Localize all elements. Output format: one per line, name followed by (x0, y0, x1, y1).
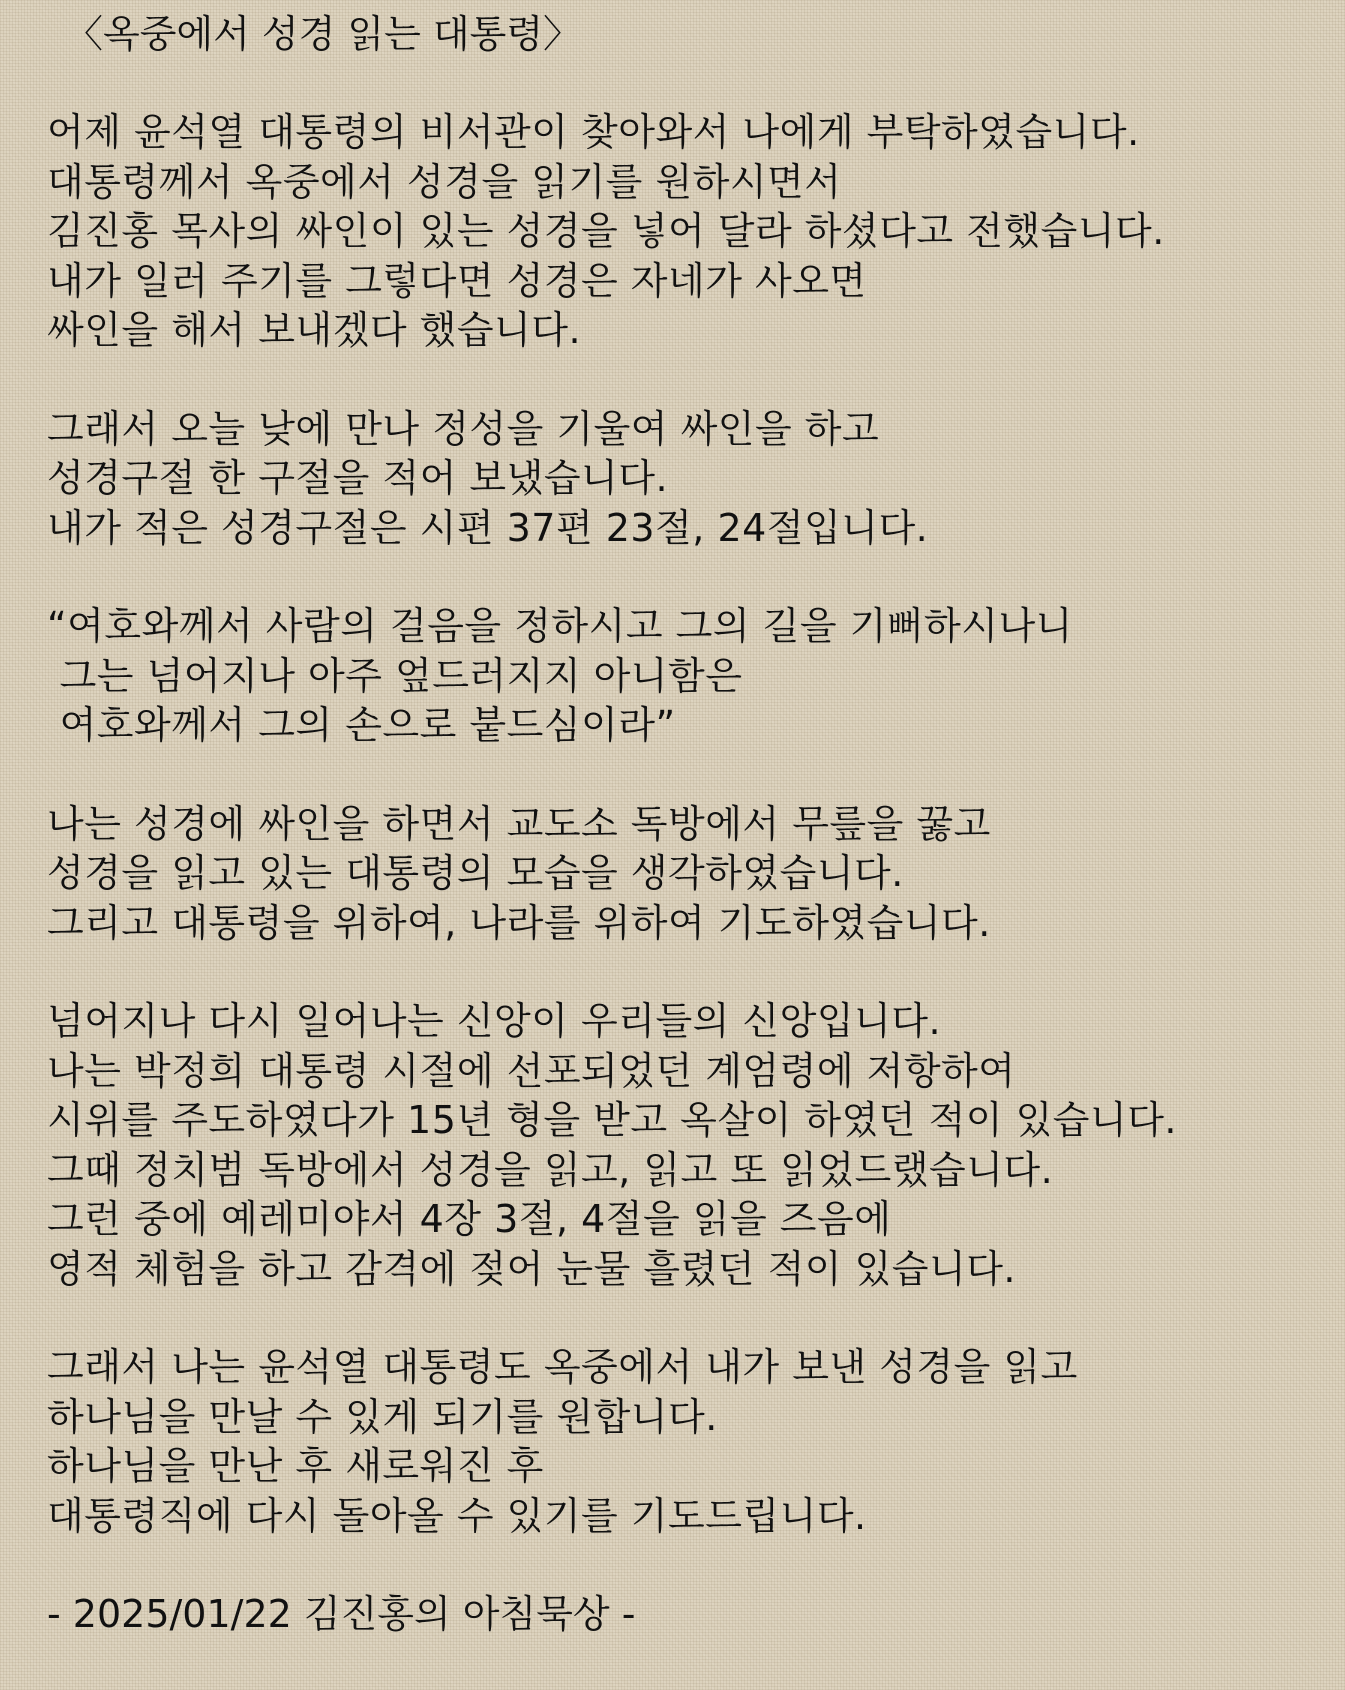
paragraph-line: 하나님을 만날 수 있게 되기를 원합니다. (47, 1394, 718, 1439)
signature-line: - 2025/01/22 김진홍의 아침묵상 - (47, 1592, 636, 1636)
paragraph-line: 그래서 나는 윤석열 대통령도 옥중에서 내가 보낸 성경을 읽고 (47, 1345, 1078, 1389)
paragraph-line: 내가 적은 성경구절은 시편 37편 23절, 24절입니다. (47, 505, 929, 550)
paragraph-4 (47, 997, 1325, 1294)
paragraph-3 (47, 800, 1325, 949)
paragraph-line: 싸인을 해서 보내겠다 했습니다. (47, 308, 582, 352)
paragraph-line: 영적 체험을 하고 감격에 젖어 눈물 흘렸던 적이 있습니다. (47, 1246, 1016, 1291)
paragraph-line: 내가 일러 주기를 그렇다면 성경은 자네가 사오면 (47, 258, 867, 303)
paragraph-line: 나는 성경에 싸인을 하면서 교도소 독방에서 무릎을 꿇고 (47, 801, 991, 846)
paragraph-line: 성경을 읽고 있는 대통령의 모습을 생각하였습니다. (47, 851, 904, 895)
paragraph-line: 대통령께서 옥중에서 성경을 읽기를 원하시면서 (47, 159, 842, 204)
paragraph-line: 그래서 오늘 낮에 만나 정성을 기울여 싸인을 하고 (47, 406, 880, 451)
paragraph-line: 시위를 주도하였다가 15년 형을 받고 옥살이 하였던 적이 있습니다. (47, 1098, 1177, 1142)
paragraph-line: 김진홍 목사의 싸인이 있는 성경을 넣어 달라 하셨다고 전했습니다. (47, 209, 1165, 253)
paragraph-line: 어제 윤석열 대통령의 비서관이 찾아와서 나에게 부탁하였습니다. (47, 110, 1140, 154)
paragraph-line: 하나님을 만난 후 새로워진 후 (47, 1444, 544, 1488)
paragraph-line: 대통령직에 다시 돌아올 수 있기를 기도드립니다. (47, 1493, 867, 1538)
quote-line: “여호와께서 사람의 걸음을 정하시고 그의 길을 기뻐하시나니 (47, 604, 1073, 648)
quote-line: 여호와께서 그의 손으로 붙드심이라” (47, 703, 676, 747)
paragraph-line: 넘어지나 다시 일어나는 신앙이 우리들의 신앙입니다. (47, 999, 942, 1043)
quote-line: 그는 넘어지나 아주 엎드러지지 아니함은 (47, 653, 743, 698)
paragraph-5 (47, 1343, 1325, 1541)
bible-quote (47, 602, 1325, 751)
paragraph-2 (47, 405, 1325, 554)
paragraph-1 (47, 108, 1325, 356)
paragraph-line: 그리고 대통령을 위하여, 나라를 위하여 기도하였습니다. (47, 900, 991, 945)
paragraph-line: 성경구절 한 구절을 적어 보냈습니다. (47, 456, 669, 500)
paragraph-line: 그때 정치범 독방에서 성경을 읽고, 읽고 또 읽었드랬습니다. (47, 1147, 1054, 1192)
document-title: 〈옥중에서 성경 읽는 대통령〉 (65, 12, 582, 56)
paragraph-line: 그런 중에 예레미야서 4장 3절, 4절을 읽을 즈음에 (47, 1197, 892, 1241)
paragraph-line: 나는 박정희 대통령 시절에 선포되었던 계엄령에 저항하여 (47, 1048, 1016, 1093)
